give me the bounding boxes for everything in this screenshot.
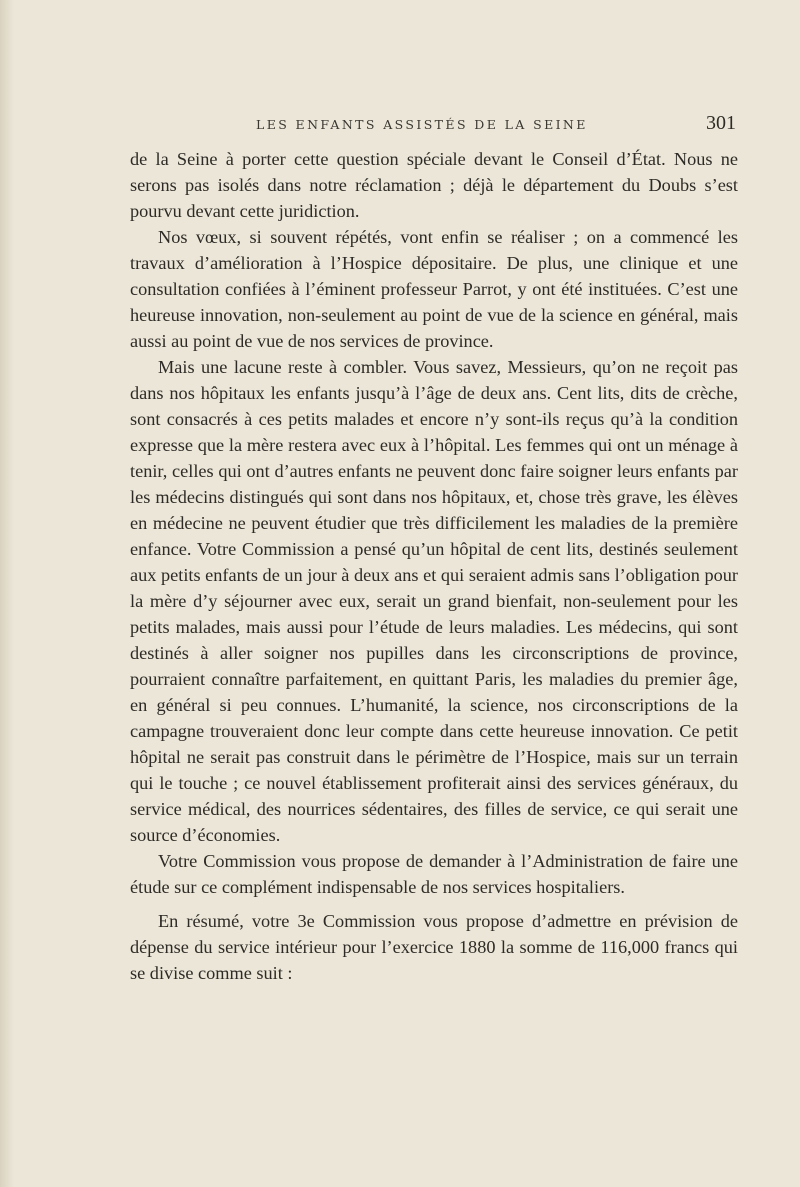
paragraph-continuation: de la Seine à porter cette question spéciale devant le Conseil d’État. Nous ne serons pas isolés dans notre réclamation ; déjà le département du Doubs s’est pourvu devant cette juridiction. bbox=[130, 149, 738, 221]
page-edge-shadow bbox=[0, 0, 14, 1187]
paragraph-summary: En résumé, votre 3e Commission vous propose d’admettre en prévision de dépense du service intérieur pour l’exercice 1880 la somme de 116,000 francs qui se divise comme suit : bbox=[130, 911, 738, 983]
paragraph: Mais une lacune reste à combler. Vous savez, Messieurs, qu’on ne reçoit pas dans nos hôpitaux les enfants jusqu’à l’âge de deux ans. Cent lits, dits de crèche, sont consacrés à ces petits malades et encore n’y sont-ils reçus qu’à la condition expresse que la mère restera avec eux à l’hôpital. Les femmes qui ont un ménage à tenir, celles qui ont d’autres enfants ne peuvent donc faire soigner leurs enfants par les médecins distingués qui sont dans nos hôpitaux, et, chose très grave, les élèves en médecine ne peuvent étudier que très difficilement les maladies de la première enfance. Votre Commission a pensé qu’un hôpital de cent lits, destinés seulement aux petits enfants de un jour à deux ans et qui seraient admis sans l’obligation pour la mère d’y séjourner avec eux, serait un grand bienfait, non-seulement pour les petits malades, mais aussi pour l’étude de leurs maladies. Les médecins, qui sont destinés à aller soigner nos pupilles dans les circonscriptions de province, pourraient connaître parfaitement, en quittant Paris, les maladies du premier âge, en général si peu connues. L’humanité, la science, nos circonscriptions de la campagne trouveraient donc leur compte dans cette heureuse innovation. Ce petit hôpital ne serait pas construit dans le périmètre de l’Hospice, mais sur un terrain qui le touche ; ce nouvel établissement profiterait ainsi des services généraux, du service médical, des nourrices sédentaires, des filles de service, ce qui serait une source d’économies. bbox=[130, 357, 738, 845]
paragraph: Nos vœux, si souvent répétés, vont enfin se réaliser ; on a commencé les travaux d’amélioration à l’Hospice dépositaire. De plus, une clinique et une consultation confiées à l’éminent professeur Parrot, y ont été instituées. C’est une heureuse innovation, non-seulement au point de vue de la science en général, mais aussi au point de vue de nos services de province. bbox=[130, 227, 738, 351]
body-text bbox=[130, 146, 738, 986]
page-number: 301 bbox=[706, 112, 736, 134]
page-header bbox=[130, 112, 740, 136]
paragraph: Votre Commission vous propose de demander à l’Administration de faire une étude sur ce complément indispensable de nos services hospitaliers. bbox=[130, 851, 738, 897]
running-title: LES ENFANTS ASSISTÉS DE LA SEINE bbox=[256, 117, 588, 132]
